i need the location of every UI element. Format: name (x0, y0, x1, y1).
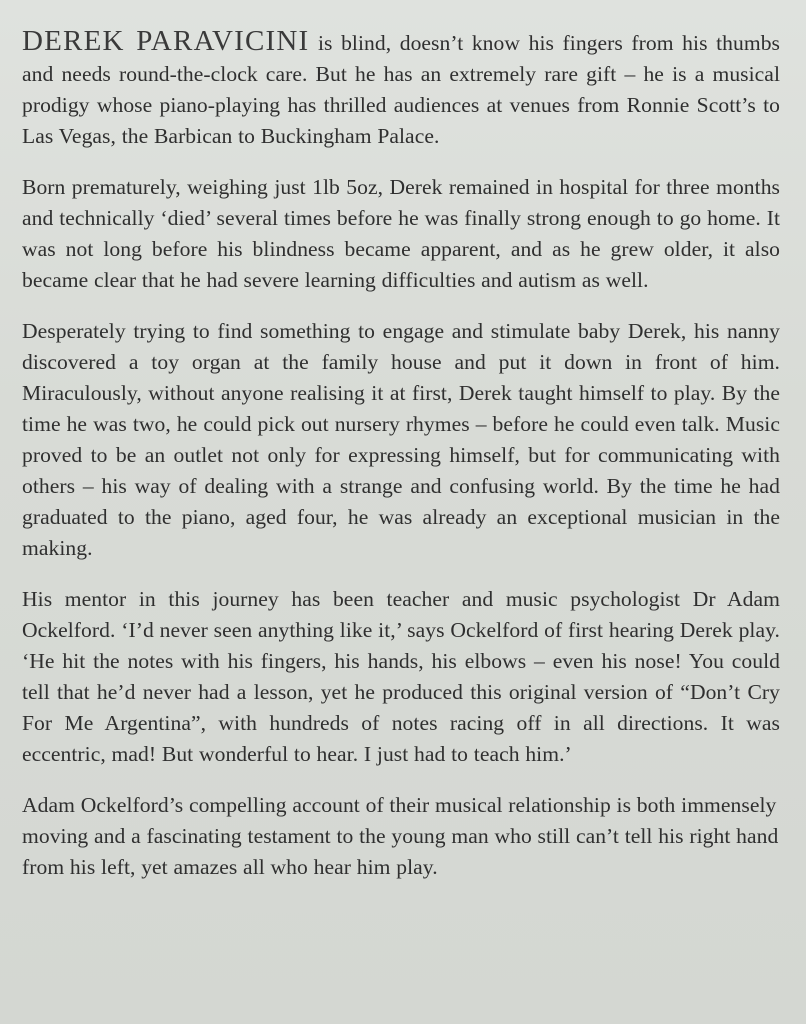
book-blurb (22, 26, 780, 883)
subject-name: DEREK PARAVICINI (22, 25, 310, 57)
blurb-paragraph-1 (22, 26, 780, 152)
blurb-paragraph-4: His mentor in this journey has been teacher and music psychologist Dr Adam Ockelford. ‘I’d never seen anything like it,’ says Ockelford of first hearing Derek play. ‘He hit the notes with his fingers, his hands, his elbows – even his nose! You could tell that he’d never had a lesson, yet he produced this original version of “Don’t Cry For Me Argentina”, with hundreds of notes racing off in all directions. It was eccentric, mad! But wonderful to hear. I just had to teach him.’ (22, 587, 780, 766)
paragraph-text: is blind, doesn’t know his fingers from his thumbs and needs round-the-clock care. But he has an extremely rare gift – he is a musical prodigy whose piano-playing has thrilled audiences at venues from Ronnie Scott’s to Las Vegas, the Barbican to Buckingham Palace. (22, 31, 780, 148)
blurb-paragraph-3: Desperately trying to find something to engage and stimulate baby Derek, his nanny discovered a toy organ at the family house and put it down in front of him. Miraculously, without anyone realising it at first, Derek taught himself to play. By the time he was two, he could pick out nursery rhymes – before he could even talk. Music proved to be an outlet not only for expressing himself, but for communicating with others – his way of dealing with a strange and confusing world. By the time he had graduated to the piano, aged four, he was already an exceptional musician in the making. (22, 319, 780, 560)
blurb-paragraph-2: Born prematurely, weighing just 1lb 5oz, Derek remained in hospital for three months and technically ‘died’ several times before he was finally strong enough to go home. It was not long before his blindness became apparent, and as he grew older, it also became clear that he had severe learning difficulties and autism as well. (22, 175, 780, 292)
blurb-paragraph-5: Adam Ockelford’s compelling account of their musical relationship is both immensely moving and a fascinating testament to the young man who still can’t tell his right hand from his left, yet amazes all who hear him play. (22, 793, 779, 879)
